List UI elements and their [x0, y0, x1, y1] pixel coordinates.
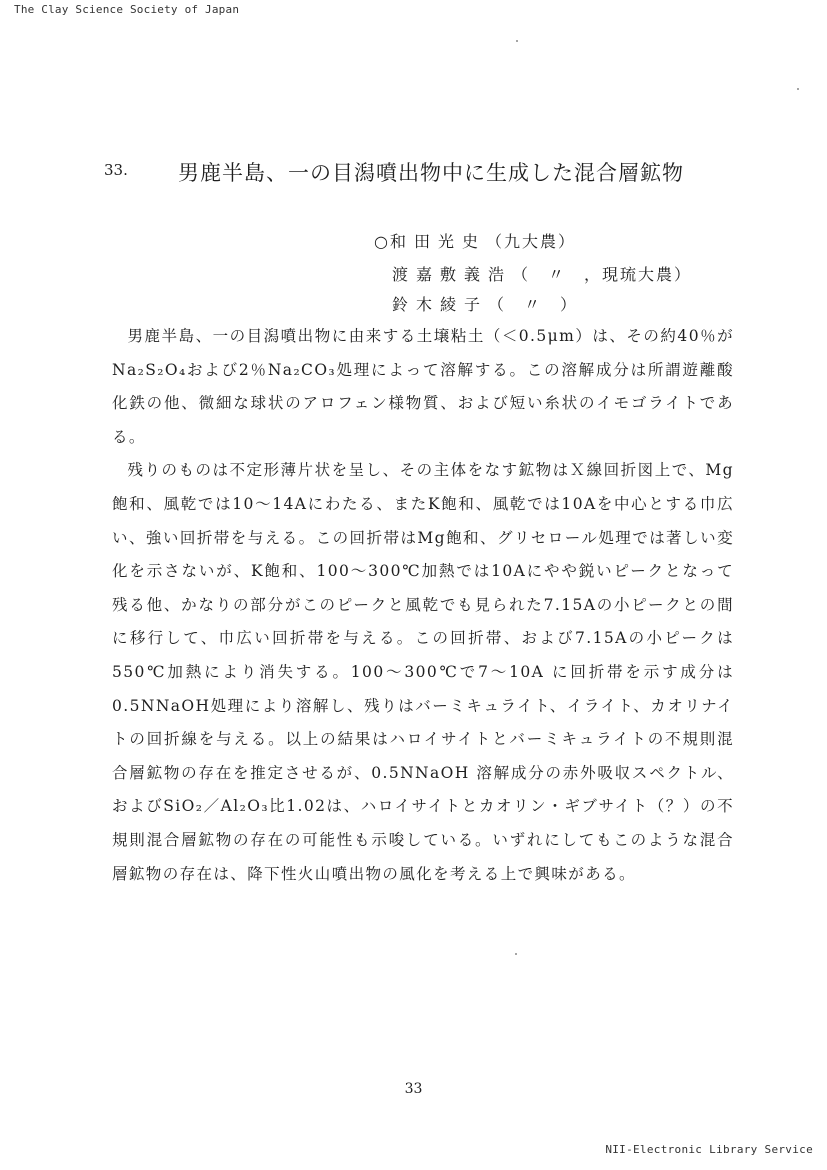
abstract-body — [112, 320, 734, 891]
article-number: 33. — [104, 161, 128, 179]
page-number: 33 — [404, 1081, 423, 1097]
author-name: 渡嘉敷義浩 — [392, 265, 513, 284]
presenter-mark: ○ — [374, 232, 390, 251]
article-title: 男鹿半島、一の目潟噴出物中に生成した混合層鉱物 — [178, 161, 684, 185]
author-affiliation: （九大農） — [485, 232, 576, 251]
scan-speck — [797, 88, 799, 90]
paragraph: 男鹿半島、一の目潟噴出物に由来する土壌粘土（＜0.5μm）は、その約40％がNa₂S₂O₄および2％Na₂CO₃処理によって溶解する。この溶解成分は所謂遊離酸化鉄の他、微細な球状のアロフェン様物質、および短い糸状のイモゴライトである。 — [112, 327, 734, 446]
library-service-footer: NII-Electronic Library Service — [605, 1143, 813, 1156]
author-name: 鈴木綾子 — [392, 295, 489, 314]
author-line-1 — [374, 229, 576, 252]
paragraph: 残りのものは不定形薄片状を呈し、その主体をなす鉱物はＸ線回折図上で、Mg飽和、風乾では10〜14Aにわたる、またK飽和、風乾では10Aを中心とする巾広い、強い回折帯を与える。この回折帯はMg飽和、グリセロール処理では著しい変化を示さないが、K飽和、100〜300℃加熱では10Aにやや鋭いピークとなって残る他、かなりの部分がこのピークと風乾でも見られた7.15Aの小ピークとの間に移行して、巾広い回折帯を与える。この回折帯、および7.15Aの小ピークは550℃加熱により消失する。100〜300℃で7〜10A に回折帯を示す成分は0.5NNaOH処理により溶解し、残りはバーミキュライト、イライト、カオリナイトの回折線を与える。以上の結果はハロイサイトとバーミキュライトの不規則混合層鉱物の存在を推定させるが、0.5NNaOH 溶解成分の赤外吸収スペクトル、およびSiO₂／Al₂O₃比1.02は、ハロイサイトとカオリン・ギブサイト（？）の不規則混合層鉱物の存在の可能性も示唆している。いずれにしてもこのような混合層鉱物の存在は、降下性火山噴出物の風化を考える上で興味がある。 — [112, 461, 734, 883]
author-line-3 — [392, 292, 578, 315]
scan-speck — [516, 40, 518, 42]
author-affiliation: （ 〃 ，現琉大農） — [512, 265, 693, 284]
author-affiliation: （ 〃 ） — [488, 295, 579, 314]
society-header: The Clay Science Society of Japan — [14, 3, 240, 16]
article-title-block — [104, 157, 724, 187]
author-name: 和田光史 — [389, 232, 486, 251]
author-line-2 — [392, 262, 692, 285]
scan-speck — [515, 953, 517, 955]
